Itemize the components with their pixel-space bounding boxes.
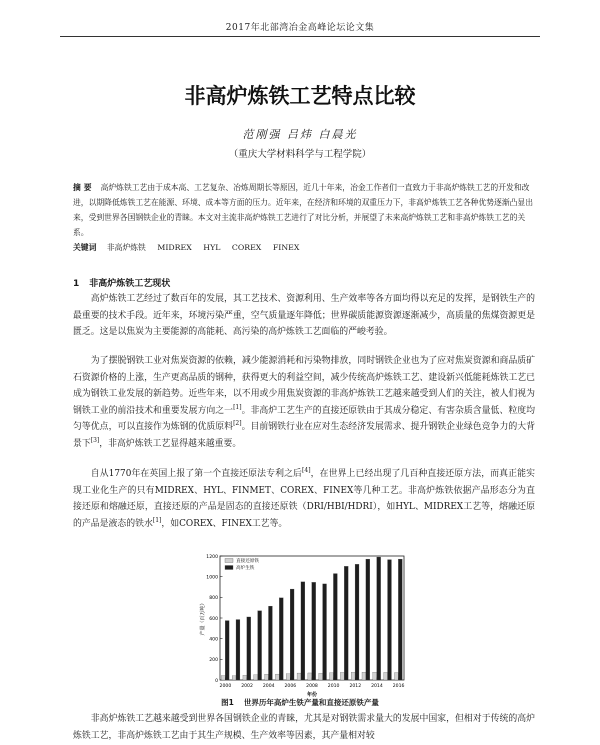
pig-iron-bar <box>366 559 370 680</box>
legend-label: 直接还原铁 <box>236 559 259 564</box>
figure-caption <box>60 697 540 708</box>
body-paragraph-1: 高炉炼铁工艺经过了数百年的发展，其工艺技术、资源利用、生产效率等各方面均得以充足的发挥，是钢铁生产的最重要的技术手段。近年来，环境污染严重，空气质量逐年降低；世界碳质能源资源逐渐减少，高质量的焦煤资源更是匮乏。这是以焦炭为主要能源的高能耗、高污染的高炉炼铁工艺面临的严峻考验。 <box>73 294 535 337</box>
x-tick-label: 2008 <box>306 684 318 689</box>
keyword: FINEX <box>272 243 300 252</box>
x-tick-label: 2004 <box>262 684 275 689</box>
pig-iron-bar <box>344 566 348 680</box>
y-tick-label: 200 <box>209 658 218 664</box>
dri-bar <box>243 675 247 680</box>
keywords-label: 关键词 <box>73 243 97 252</box>
dri-bar <box>394 673 398 680</box>
body-paragraph-2 <box>73 353 535 452</box>
dri-bar <box>330 673 334 680</box>
pig-iron-bar <box>225 621 229 680</box>
paper-authors: 范刚强 吕炜 白晨光 <box>242 128 358 141</box>
x-tick-label: 2006 <box>284 684 297 689</box>
citation: [3] <box>90 436 100 444</box>
citation: [1] <box>233 403 242 411</box>
x-tick-label: 2016 <box>392 684 405 689</box>
paragraph-text: 。非高炉工艺生产的直接还原铁由于其成分稳定、有害杂质含量低、粒度均匀等优点，可以直接作为炼钢的优质原料 <box>73 405 536 432</box>
body-paragraph-3 <box>73 466 535 532</box>
keyword: MIDREX <box>157 243 192 252</box>
keyword: 非高炉炼铁 <box>106 243 146 252</box>
paragraph-text: ，非高炉炼铁工艺显得越来越重要。 <box>99 438 242 449</box>
pig-iron-bar <box>258 611 262 680</box>
x-tick-label: 2010 <box>327 684 340 689</box>
y-tick-label: 1000 <box>206 575 218 581</box>
pig-iron-bar <box>355 564 359 680</box>
legend-label: 高炉生铁 <box>236 566 255 571</box>
y-tick-label: 600 <box>209 616 218 622</box>
citation: [4] <box>302 467 311 475</box>
figure-number: 图1 <box>221 698 234 707</box>
x-tick-label: 2000 <box>219 684 232 689</box>
abstract-text: 高炉炼铁工艺由于成本高、工艺复杂、冶炼周期长等原因，近几十年来，冶金工作者们一直致力于非高炉炼铁工艺的开发和改进，以期降低炼铁工艺在能源、环境、成本等方面的压力。近年来，在经济和环境的双重压力下，非高炉炼铁工艺各种优势逐渐凸显出来，受到世界各国钢铁企业的青睐。本文对主流非高炉炼铁工艺进行了对比分析，并展望了未来高炉炼铁工艺和非高炉炼铁工艺的关系。 <box>73 183 534 237</box>
section-number: 1 <box>73 279 80 289</box>
citation: [1] <box>152 516 162 524</box>
pig-iron-bar <box>279 598 283 680</box>
header-rule <box>60 36 540 37</box>
pig-iron-bar <box>301 582 305 680</box>
dri-bar <box>286 674 290 680</box>
legend-swatch <box>225 566 233 570</box>
paragraph-text: 为了摆脱钢铁工业对焦炭资源的依赖，减少能源消耗和污染物排放，同时钢铁企业也为了应对焦炭资源和商品质矿石资源价格的上涨，生产更高品质的钢种，获得更大的利益空间，减少传统高炉炼铁工艺、建设新兴低能耗炼铁工艺已成为钢铁工业发展的新趋势。近些年来，以不用或少用焦炭资源的非高炉炼铁工艺越来越受到人们的关注，被人们视为钢铁工业的前沿技术和重要发展方向之一 <box>73 356 535 416</box>
section-title: 非高炉炼铁工艺现状 <box>89 279 171 289</box>
y-axis-title: 产量（百万吨） <box>200 600 206 636</box>
x-tick-label: 2002 <box>241 684 253 689</box>
dri-bar <box>362 672 366 680</box>
keyword: COREX <box>231 243 262 252</box>
production-bar-chart <box>198 550 412 702</box>
paragraph-text: ，如COREX、FINEX工艺等。 <box>161 518 288 529</box>
section-heading <box>73 276 170 289</box>
dri-bar <box>308 673 312 680</box>
pig-iron-bar <box>377 557 381 680</box>
dri-bar <box>297 673 301 680</box>
dri-bar <box>340 672 344 680</box>
paragraph-text: 自从1770年在英国上报了第一个直接还原法专利之后 <box>90 469 303 479</box>
figure-caption-text: 世界历年高炉生铁产量和直接还原铁产量 <box>243 698 379 707</box>
dri-bar <box>254 675 258 680</box>
dri-bar <box>221 676 225 680</box>
y-tick-label: 400 <box>209 637 218 643</box>
pig-iron-bar <box>398 559 402 680</box>
citation: [2] <box>233 420 242 428</box>
dri-bar <box>351 672 355 680</box>
x-axis-title: 年份 <box>306 692 318 698</box>
pig-iron-bar <box>333 574 337 680</box>
abstract <box>73 180 535 240</box>
paragraph-text: ，在世界上已经出现了几百种直接还原方法，而真正能实现工业化生产的只有MIDREX、HYL、FINMET、COREX、FINEX等几种工艺。非高炉炼铁依据产品形态分为直接还原和熔融还原，直接还原的产品是固态的直接还原铁（DRI/HBI/HDRI），如HYL、MIDREX工艺等，熔融还原的产品是液态的铁水 <box>73 469 535 529</box>
paragraph-text: 。目前钢铁行业在应对生态经济发展需求、提升钢铁企业绿色竞争力的大背景下 <box>73 422 536 449</box>
pig-iron-bar <box>290 589 294 680</box>
dri-bar <box>265 674 269 680</box>
pig-iron-bar <box>388 560 392 680</box>
dri-bar <box>275 674 279 680</box>
pig-iron-bar <box>247 617 251 680</box>
x-tick-label: 2012 <box>349 684 362 689</box>
paper-title: 非高炉炼铁工艺特点比较 <box>184 84 416 108</box>
keyword: HYL <box>203 243 221 252</box>
dri-bar <box>232 676 236 680</box>
figure-1 <box>198 550 412 702</box>
pig-iron-bar <box>312 582 316 680</box>
pig-iron-bar <box>236 620 240 680</box>
legend-swatch <box>225 559 233 563</box>
dri-bar <box>384 672 388 680</box>
pig-iron-bar <box>268 606 272 680</box>
abstract-label: 摘要 <box>73 183 95 192</box>
paper-affiliation: （重庆大学材料科学与工程学院） <box>228 149 372 160</box>
running-header: 2017年北部湾冶金高峰论坛论文集 <box>225 23 375 33</box>
x-tick-label: 2014 <box>371 684 383 689</box>
y-tick-label: 1200 <box>206 554 218 560</box>
pig-iron-bar <box>323 584 327 680</box>
keywords <box>73 242 535 253</box>
y-tick-label: 0 <box>215 678 218 684</box>
dri-bar <box>373 672 377 680</box>
dri-bar <box>319 673 323 680</box>
body-paragraph-4: 非高炉炼铁工艺越来越受到世界各国钢铁企业的青睐，尤其是对钢铁需求量大的发展中国家，但相对于传统的高炉炼铁工艺，非高炉炼铁工艺由于其生产规模、生产效率等因素，其产量相对较 <box>73 714 535 741</box>
y-tick-label: 800 <box>209 596 218 602</box>
